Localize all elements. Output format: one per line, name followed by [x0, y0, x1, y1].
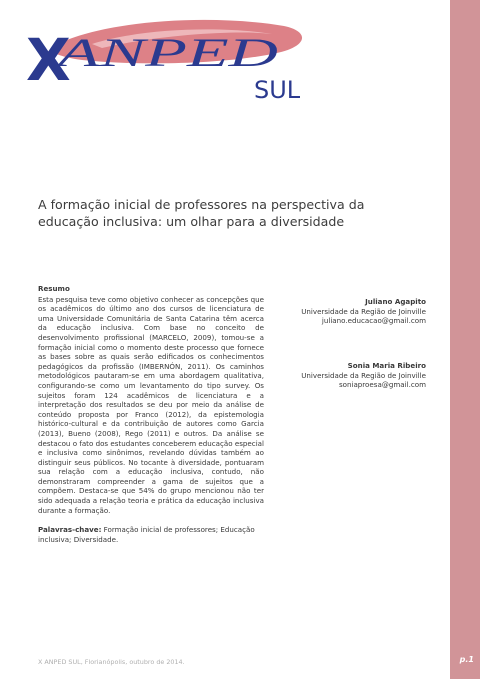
author-block-1	[246, 297, 426, 326]
anped-sul-logo	[22, 14, 312, 104]
abstract-body: Esta pesquisa teve como objetivo conhecer as concepções que os acadêmicos do último ano dos cursos de licenciatura de uma Universidade Comunitária de Santa Catarina têm acerca da educação inclusiva. Com base no conceito de desenvolvimento profissional (MARCELO, 2009), tomou-se a formação inicial como o momento deste processo que fornece as bases sobre as quais serão edificados os conhecimentos pedagógicos da profissão (IMBERNÓN, 2011). Os caminhos metodológicos pautaram-se em uma abordagem qualitativa, configurando-se como um levantamento do tipo survey. Os sujeitos foram 124 acadêmicos de licenciatura e a interpretação dos resultados se deu por meio da análise de conteúdo proposta por Franco (2012), da epistemologia histórico-cultural e da contribuição de autores como Garcia (2013), Bueno (2008), Rego (2011) e outros. Da análise se destacou o fato dos estudantes conceberem educação especial e inclusiva como sinônimos, revelando dúvidas também ao distinguir seus públicos. No tocante à diversidade, pontuaram sua relação com a educação inclusiva, contudo, não demonstraram compreender a gama de sujeitos que a compõem. Destaca-se que 54% do grupo mencionou não ter sido adequada a relação teoria e prática da educação inclusiva durante a formação.	[38, 294, 264, 515]
logo-anped-text: ANPED	[52, 30, 279, 75]
keywords-label: Palavras-chave:	[38, 525, 102, 535]
author-block-2	[246, 361, 426, 390]
logo-x-letter: X	[26, 26, 71, 94]
page-footer: X ANPED SUL, Florianópolis, outubro de 2014.	[38, 658, 185, 666]
logo-sul-text: SUL	[254, 76, 301, 104]
keywords	[38, 525, 264, 544]
page-number: p.1	[459, 655, 474, 664]
paper-title: A formação inicial de professores na perspectiva da educação inclusiva: um olhar para a diversidade	[38, 197, 365, 229]
author-email: soniaproesa@gmail.com	[338, 380, 426, 390]
author-name: Juliano Agapito	[365, 297, 426, 306]
author-email: juliano.educacao@gmail.com	[321, 316, 426, 326]
author-affiliation: Universidade da Região de Joinville	[301, 370, 426, 380]
abstract-section	[38, 284, 264, 544]
keywords-text: Formação inicial de professores; Educação inclusiva; Diversidade.	[38, 525, 255, 544]
author-name: Sonia Maria Ribeiro	[347, 361, 426, 370]
right-color-bar	[450, 0, 480, 679]
abstract-heading: Resumo	[38, 284, 70, 293]
author-affiliation: Universidade da Região de Joinville	[301, 306, 426, 316]
